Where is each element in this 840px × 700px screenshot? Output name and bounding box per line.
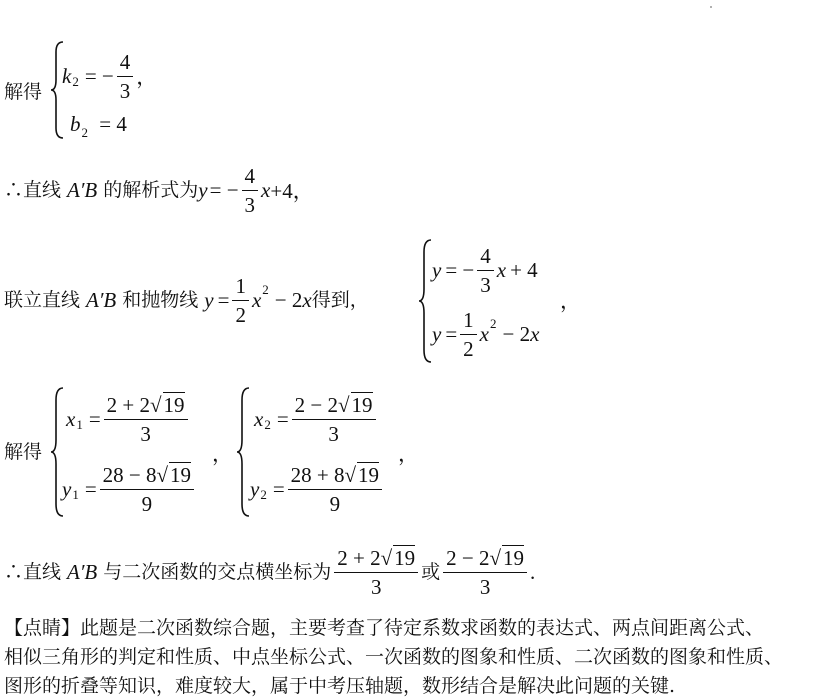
line2-frac	[242, 162, 259, 219]
sol2-y-num: 28 + 8√19	[288, 461, 382, 490]
line-analytic	[4, 160, 314, 220]
sol1-y-num-text: 28 − 8	[102, 462, 157, 487]
sys-frac2	[460, 306, 477, 363]
line2-y: y	[198, 177, 208, 202]
line5-b-num: 2 − 2√19	[443, 544, 527, 573]
line2-eq: = −	[209, 177, 239, 202]
eq-b2	[70, 112, 127, 140]
sol2-x-var: x	[254, 406, 264, 431]
line5-frac-b	[443, 544, 527, 601]
sys-minus2: − 2	[502, 321, 531, 346]
sol2-y	[250, 458, 385, 520]
eq-k2	[62, 46, 157, 106]
solve-label-2: 解得	[4, 441, 43, 463]
k2-frac	[117, 48, 134, 105]
sys-x2: x	[479, 321, 489, 346]
line3-exp: 2	[262, 282, 269, 297]
sol1-x	[66, 388, 191, 450]
sol1-x-rad: 19	[163, 392, 185, 417]
sys-frac1	[477, 242, 494, 299]
system-eq-1	[432, 240, 538, 300]
line-combine	[4, 270, 369, 330]
k2-sub: 2	[72, 74, 79, 89]
line3-num: 1	[232, 272, 249, 301]
commentary-line-1: 【点睛】此题是二次函数综合题，主要考查了待定系数求函数的表达式、两点间距离公式、	[4, 617, 765, 639]
k2-var: k	[62, 63, 72, 88]
b2-sub: 2	[81, 125, 88, 140]
line3-prefix: 联立直线	[4, 289, 81, 311]
solve-label-1: 解得	[4, 81, 43, 103]
k2-trail: ，	[136, 65, 158, 89]
sol1-x-den: 3	[140, 421, 151, 446]
sys-num2: 1	[460, 306, 477, 335]
line2-label: A′B	[67, 177, 98, 202]
sol2-y-num-text: 28 + 8	[290, 462, 345, 487]
line5-or: 或	[421, 561, 441, 583]
sys-den2: 2	[463, 336, 474, 361]
line3-den: 2	[235, 302, 246, 327]
b2-var: b	[70, 112, 81, 136]
line3-y: y	[204, 287, 214, 312]
sys-x2b: x	[530, 321, 540, 346]
line5-a-num-text: 2 + 2	[337, 545, 381, 570]
line5-b-rad: 19	[503, 545, 525, 570]
sol1-y-den: 9	[141, 491, 153, 516]
sol2-y-sub: 2	[260, 487, 267, 502]
line5-b-den: 3	[479, 574, 491, 599]
sol-sep: ，	[212, 442, 233, 466]
sys-num1: 4	[477, 242, 494, 271]
b2-rhs: = 4	[99, 112, 127, 136]
sol-end: ，	[398, 442, 419, 466]
sol2-x-num-text: 2 − 2	[294, 392, 339, 417]
line3-eq: =	[217, 287, 230, 312]
sol1-y-frac	[100, 461, 194, 518]
line3-mid: 和抛物线	[122, 289, 199, 311]
line3-minus: − 2	[274, 287, 303, 312]
sol1-y-num: 28 − 8√19	[100, 461, 194, 490]
sol1-y	[62, 458, 197, 520]
line2-den: 3	[244, 192, 256, 217]
line5-label: A′B	[67, 559, 98, 584]
line3-x: x	[251, 287, 262, 312]
sys-den1: 3	[480, 272, 491, 297]
line5-b-num-text: 2 − 2	[446, 545, 490, 570]
sol2-y-den: 9	[329, 491, 341, 516]
sol1-x-frac	[104, 391, 188, 448]
line2-mid: 的解析式为	[103, 179, 199, 201]
sol2-y-eq: =	[272, 476, 285, 501]
line3-x2: x	[302, 287, 312, 312]
system-comma: ，	[560, 289, 581, 313]
sol2-x-rad: 19	[351, 392, 373, 417]
sol2-x	[254, 388, 379, 450]
line2-tail: +4，	[270, 179, 314, 203]
system-eq-2	[432, 304, 539, 364]
line5-a-rad: 19	[394, 545, 416, 570]
line5-frac-a	[334, 544, 418, 601]
sys-tail1: + 4	[510, 257, 538, 282]
line2-num: 4	[242, 162, 259, 191]
sol1-x-eq: =	[88, 406, 101, 431]
sol1-x-num: 2 + 2√19	[104, 391, 188, 420]
sol2-y-frac	[288, 461, 382, 518]
sys-y2: y	[432, 321, 442, 346]
line5-mid: 与二次函数的交点横坐标为	[103, 561, 332, 583]
line2-prefix: ∴直线	[4, 179, 62, 201]
sol2-x-den: 3	[328, 421, 339, 446]
line3-suffix: 得到，	[311, 289, 369, 311]
commentary-line-2: 相似三角形的判定和性质、中点坐标公式、一次函数的图象和性质、二次函数的图象和性质、	[4, 646, 784, 668]
line5-prefix: ∴直线	[4, 561, 62, 583]
sol1-y-sub: 1	[72, 487, 79, 502]
commentary-line-3: 图形的折叠等知识，难度较大，属于中考压轴题，数形结合是解决此问题的关键.	[4, 675, 676, 697]
sol1-x-var: x	[66, 406, 76, 431]
sol2-x-eq: =	[276, 406, 289, 431]
sol2-x-num: 2 − 2√19	[292, 391, 376, 420]
sys-eq2: =	[445, 321, 458, 346]
line3-label: A′B	[86, 287, 117, 312]
sys-x1: x	[496, 257, 507, 282]
k2-num: 4	[117, 48, 134, 77]
sys-eq1: = −	[445, 257, 475, 282]
line5-a-num: 2 + 2√19	[334, 544, 418, 573]
line-intersection	[4, 540, 535, 604]
k2-eq: = −	[84, 63, 114, 88]
sol2-y-var: y	[250, 476, 260, 501]
line5-end: .	[530, 559, 536, 584]
sol1-y-var: y	[62, 476, 72, 501]
speck-dot	[710, 6, 712, 8]
sol1-x-num-text: 2 + 2	[106, 392, 151, 417]
sol1-y-rad: 19	[170, 462, 192, 487]
sol1-x-sub: 1	[76, 417, 83, 432]
sys-exp2: 2	[490, 316, 497, 331]
line5-a-den: 3	[370, 574, 382, 599]
sol2-x-sub: 2	[264, 417, 271, 432]
k2-den: 3	[119, 78, 131, 103]
line2-x: x	[261, 177, 271, 202]
sol1-y-eq: =	[84, 476, 97, 501]
sol2-x-frac	[292, 391, 376, 448]
sol2-y-rad: 19	[358, 462, 380, 487]
line3-frac	[232, 272, 249, 329]
sys-y1: y	[432, 257, 442, 282]
